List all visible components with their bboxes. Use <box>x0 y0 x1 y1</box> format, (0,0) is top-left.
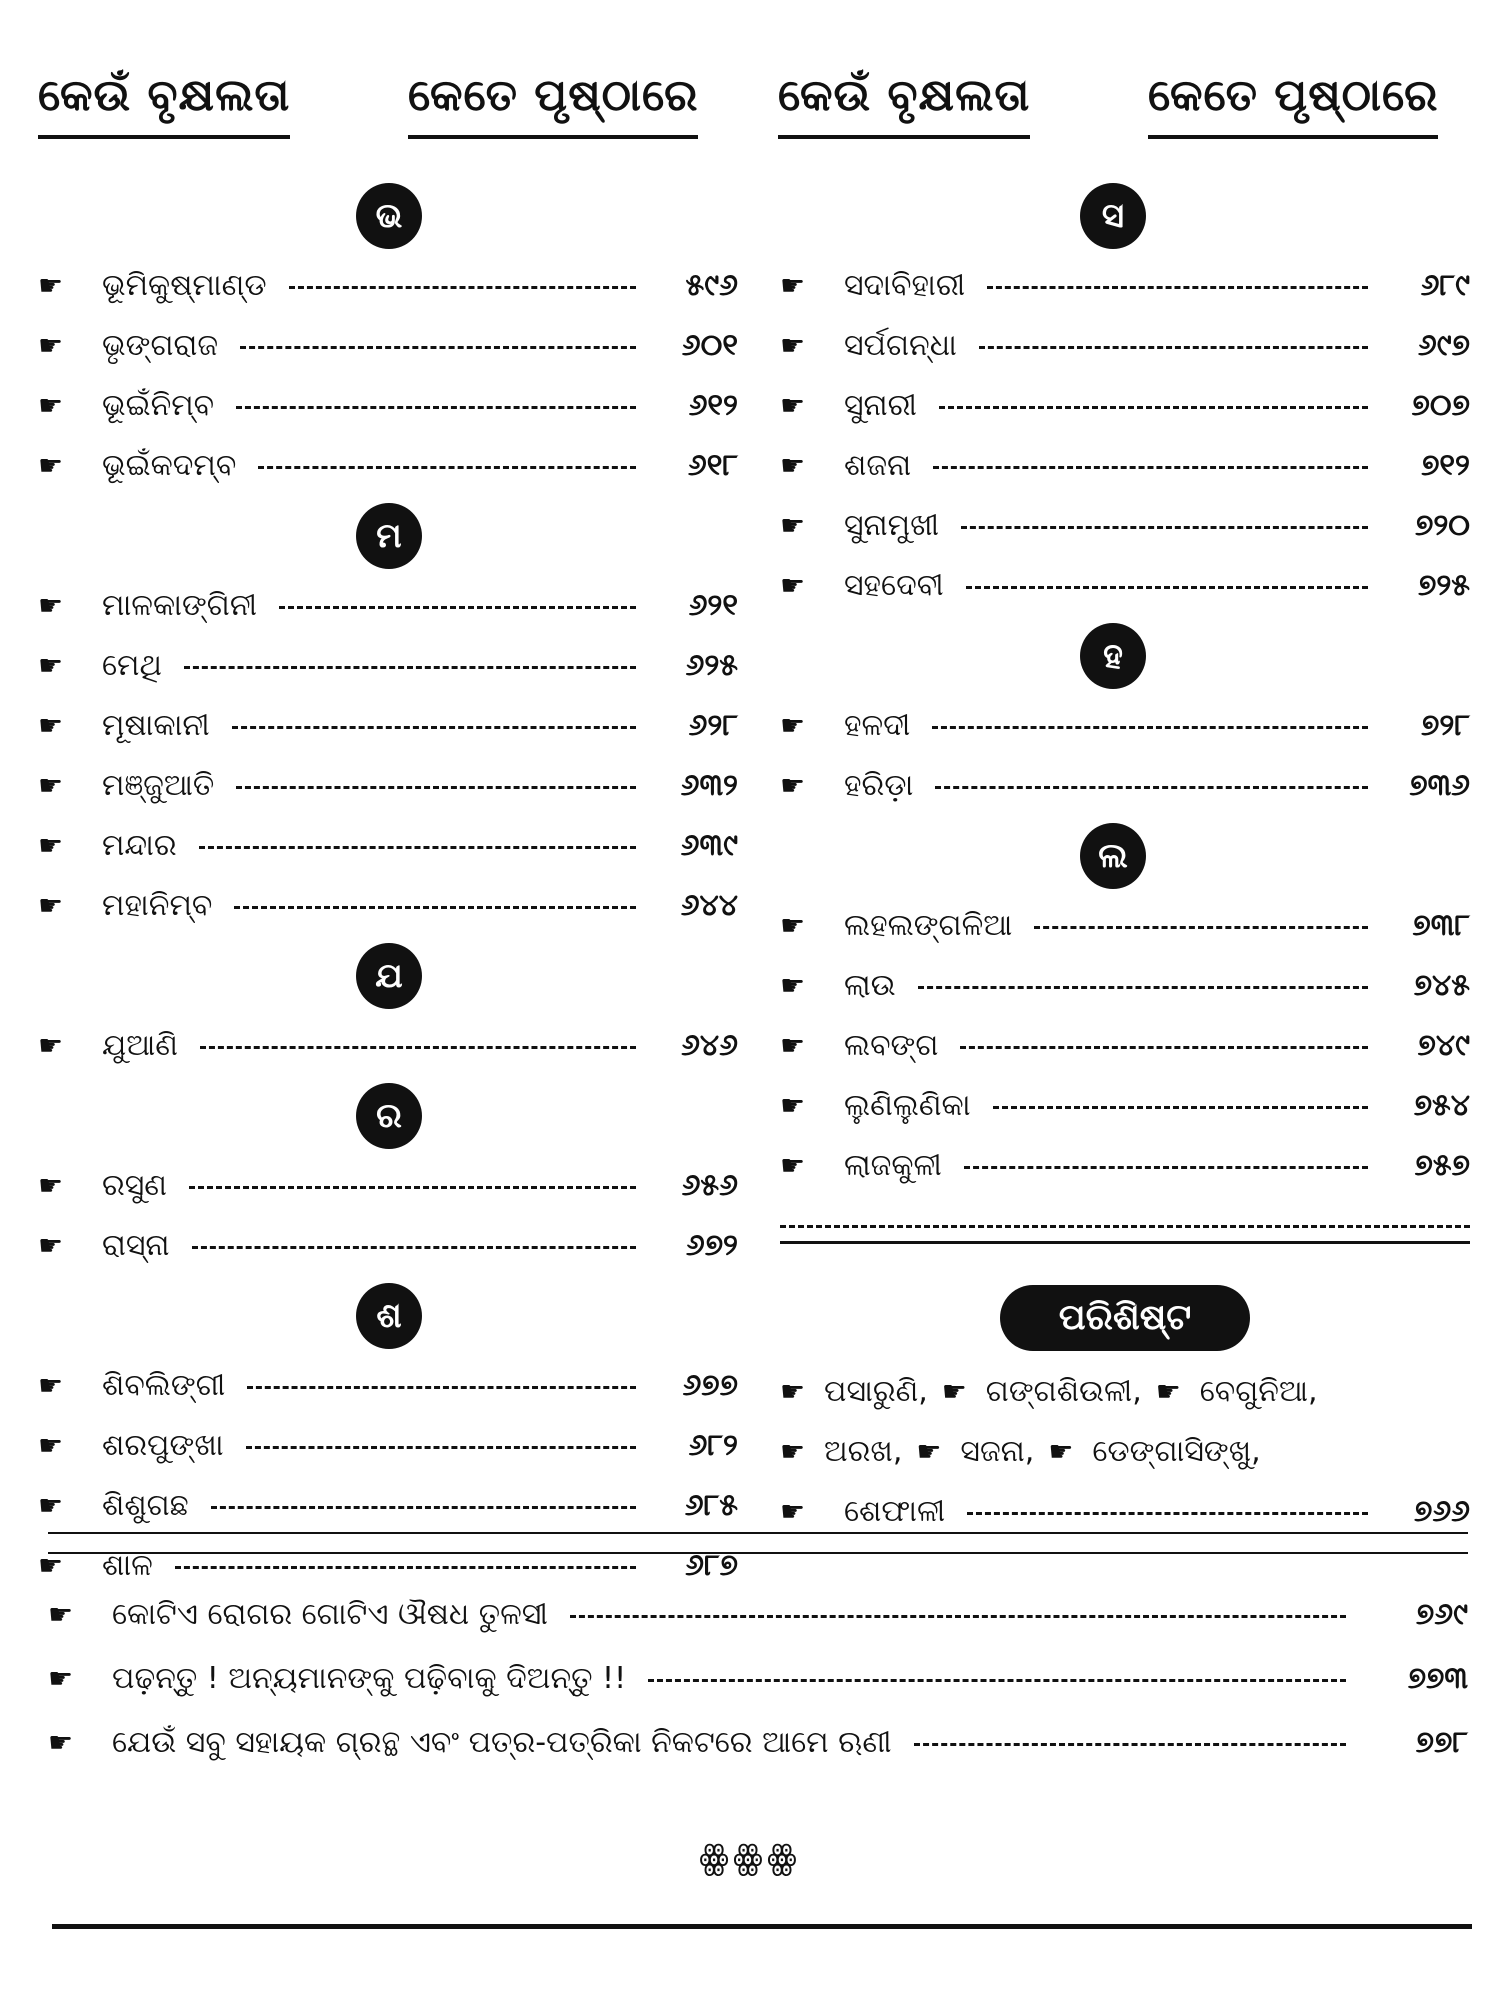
section-letter-badge: ସ <box>1080 183 1146 249</box>
entry-page: ୭୨୮ <box>1421 707 1470 743</box>
index-entry[interactable] <box>780 695 1470 755</box>
entry-page: ୭୨୦ <box>1414 507 1470 543</box>
entry-name: ଲହଲଙ୍ଗଳିଆ <box>844 907 1013 943</box>
index-entry[interactable] <box>38 255 738 315</box>
entry-name: ଯେଉଁ ସବୁ ସହାୟକ ଗ୍ରନ୍ଥ ଏବଂ ପତ୍ର-ପତ୍ରିକା ନିକଟରେ ଆମେ ଋଣୀ <box>112 1724 892 1760</box>
entry-name: ଶେଫାଳୀ <box>844 1493 946 1529</box>
bottom-rule-bottom <box>48 1552 1468 1554</box>
header-underline <box>1148 135 1438 139</box>
index-entry[interactable] <box>780 435 1470 495</box>
entry-name: ମେଥି <box>102 647 162 683</box>
appendix-item[interactable] <box>1156 1374 1318 1409</box>
leader-dots <box>570 1615 1346 1618</box>
pointing-hand-icon: ☛ <box>780 1028 806 1062</box>
index-entry[interactable] <box>780 495 1470 555</box>
entry-name: ଲୁଣିଲୁଣିକା <box>844 1087 971 1123</box>
entry-name: ଲାଉ <box>844 967 896 1003</box>
pointing-hand-icon: ☛ <box>941 1374 967 1408</box>
leader-dots <box>961 526 1368 529</box>
index-entry[interactable] <box>38 1475 738 1535</box>
index-entry[interactable] <box>38 575 738 635</box>
entry-name: ରାସ୍ନା <box>102 1227 170 1263</box>
section-letter-badge: ର <box>356 1083 422 1149</box>
leader-dots <box>966 586 1368 589</box>
appendix-separator <box>780 1215 1470 1259</box>
leader-dots <box>289 286 636 289</box>
leader-dots <box>960 1046 1368 1049</box>
entry-page: ୫୯୬ <box>685 267 738 303</box>
entry-name: ମଞ୍ଜୁଆତି <box>102 767 215 803</box>
section-letter-wrap <box>780 183 1470 251</box>
leader-dots <box>964 1166 1368 1169</box>
pointing-hand-icon: ☛ <box>38 1548 64 1582</box>
entry-name: ସୁନାରୀ <box>844 387 917 423</box>
section-letter-badge: ଲ <box>1080 823 1146 889</box>
leader-dots <box>987 286 1368 289</box>
entry-page: ୬୮୯ <box>1420 267 1470 303</box>
entry-page: ୭୧୨ <box>1421 447 1470 483</box>
pointing-hand-icon: ☛ <box>780 1434 806 1468</box>
entry-page: ୬୦୧ <box>681 327 738 363</box>
index-entry[interactable] <box>780 1135 1470 1195</box>
section-letter-wrap <box>38 183 738 251</box>
section-letter-badge: ଯ <box>356 943 422 1009</box>
pointing-hand-icon: ☛ <box>38 1228 64 1262</box>
section-letter-wrap <box>38 503 738 571</box>
entry-name: ମୂଷାକାନୀ <box>102 707 210 743</box>
entry-name: କୋଟିଏ ରୋଗର ଗୋଟିଏ ଔଷଧ ତୁଳସୀ <box>112 1596 548 1632</box>
entry-name: ଶଜନା <box>844 447 912 483</box>
index-entry[interactable] <box>780 1075 1470 1135</box>
entry-name: ଲାଜକୁଳୀ <box>844 1147 942 1183</box>
entry-page: ୬୪୪ <box>680 887 738 923</box>
leader-dots <box>914 1743 1346 1746</box>
entry-page: ୭୬୬ <box>1413 1493 1470 1529</box>
index-entry[interactable] <box>38 315 738 375</box>
entry-name: ମନ୍ଦାର <box>102 827 177 863</box>
index-entry[interactable] <box>38 375 738 435</box>
right-column <box>780 175 1470 1541</box>
leader-dots <box>279 606 636 609</box>
pointing-hand-icon: ☛ <box>780 1374 806 1408</box>
pointing-hand-icon: ☛ <box>38 768 64 802</box>
entry-name: ସହଦେବୀ <box>844 567 944 603</box>
pointing-hand-icon: ☛ <box>38 1368 64 1402</box>
entry-page: ୭୩୬ <box>1409 767 1470 803</box>
entry-page: ୬୯୭ <box>1417 327 1470 363</box>
entry-name: ପଢ଼ନ୍ତୁ ! ଅନ୍ୟମାନଙ୍କୁ ପଢ଼ିବାକୁ ଦିଅନ୍ତୁ !! <box>112 1660 627 1696</box>
entry-name: ଭୂଇଁକଦମ୍ବ <box>102 447 237 483</box>
final-rule <box>52 1924 1472 1929</box>
appendix-item-name: ଗଙ୍ଗଶିଉଳୀ, <box>985 1373 1142 1409</box>
leader-dots <box>939 406 1368 409</box>
pointing-hand-icon: ☛ <box>780 328 806 362</box>
appendix-line-2 <box>780 1421 1470 1481</box>
appendix-line-1 <box>780 1361 1470 1421</box>
leader-dots <box>932 726 1368 729</box>
entry-name: ଶରପୁଙ୍ଖା <box>102 1427 224 1463</box>
pointing-hand-icon: ☛ <box>780 388 806 422</box>
pointing-hand-icon: ☛ <box>780 1494 806 1528</box>
bottom-list <box>48 1582 1468 1774</box>
index-entry[interactable] <box>38 635 738 695</box>
pointing-hand-icon: ☛ <box>38 268 64 302</box>
section-letter-wrap <box>38 1283 738 1351</box>
pointing-hand-icon: ☛ <box>780 568 806 602</box>
section-letter-badge: ଶ <box>356 1283 422 1349</box>
leader-dots <box>236 406 636 409</box>
entry-name: ଭୂଇଁନିମ୍ବ <box>102 387 215 423</box>
bottom-rule-top <box>48 1532 1468 1534</box>
entry-name: ସୁନାମୁଖୀ <box>844 507 940 543</box>
appendix-item[interactable] <box>942 1374 1142 1409</box>
header-text: କେଉଁ ବୃକ୍ଷଲତା <box>38 70 291 121</box>
index-entry[interactable] <box>38 1415 738 1475</box>
pointing-hand-icon: ☛ <box>38 1168 64 1202</box>
index-entry[interactable] <box>38 1015 738 1075</box>
appendix-item-name: ବେଗୁନିଆ, <box>1199 1373 1318 1409</box>
appendix-item-name: ଡେଙ୍ଗାସିଙ୍ଖୁ, <box>1092 1433 1261 1469</box>
index-entry[interactable] <box>780 895 1470 955</box>
pointing-hand-icon: ☛ <box>38 708 64 742</box>
leader-dots <box>258 466 636 469</box>
pointing-hand-icon: ☛ <box>38 388 64 422</box>
leader-dots <box>199 846 636 849</box>
pointing-hand-icon: ☛ <box>780 268 806 302</box>
leader-dots <box>246 1446 636 1449</box>
pointing-hand-icon: ☛ <box>38 1488 64 1522</box>
header-underline <box>778 135 1030 139</box>
index-entry[interactable] <box>780 315 1470 375</box>
entry-page: ୬୪୬ <box>681 1027 738 1063</box>
entry-page: ୭୭୮ <box>1415 1724 1468 1760</box>
entry-name: ଶିଶୁଗଛ <box>102 1487 189 1523</box>
entry-page: ୭୫୪ <box>1413 1087 1470 1123</box>
leader-dots <box>1034 926 1368 929</box>
index-entry[interactable] <box>38 1355 738 1415</box>
entry-page: ୭୨୫ <box>1417 567 1470 603</box>
header-plant-left <box>38 70 290 121</box>
pointing-hand-icon: ☛ <box>38 828 64 862</box>
entry-page: ୬୭୭ <box>682 1367 738 1403</box>
leader-dots <box>918 986 1368 989</box>
index-entry[interactable] <box>780 1015 1470 1075</box>
entry-page: ୭୦୭ <box>1411 387 1470 423</box>
section-letter-wrap <box>780 623 1470 691</box>
header-underline <box>408 135 698 139</box>
index-entry[interactable] <box>780 555 1470 615</box>
appendix-item-name: ସଜନା, <box>960 1433 1035 1469</box>
appendix-item-name: ପସାରୁଣି, <box>824 1373 928 1409</box>
pointing-hand-icon: ☛ <box>780 708 806 742</box>
entry-page: ୬୫୬ <box>681 1167 738 1203</box>
leader-dots <box>211 1506 636 1509</box>
pointing-hand-icon: ☛ <box>780 768 806 802</box>
entry-page: ୬୧୨ <box>688 387 738 423</box>
pointing-hand-icon: ☛ <box>48 1597 74 1631</box>
section-letter-wrap <box>38 1083 738 1151</box>
entry-name: ମାଳକାଙ୍ଗିନୀ <box>102 587 258 623</box>
entry-page: ୬୮୫ <box>684 1487 738 1523</box>
leader-dots <box>993 1106 1368 1109</box>
pointing-hand-icon: ☛ <box>38 1028 64 1062</box>
index-entry[interactable] <box>38 755 738 815</box>
left-column <box>38 175 738 1595</box>
leader-dots <box>933 466 1368 469</box>
entry-name: ମହାନିମ୍ବ <box>102 887 213 923</box>
section-letter-badge: ମ <box>356 503 422 569</box>
leader-dots <box>192 1246 636 1249</box>
entry-page: ୬୧୮ <box>687 447 738 483</box>
leader-dots <box>189 1186 636 1189</box>
index-entry[interactable] <box>780 375 1470 435</box>
header-plant-right <box>778 70 1030 121</box>
pointing-hand-icon: ☛ <box>38 448 64 482</box>
pointing-hand-icon: ☛ <box>780 1148 806 1182</box>
pointing-hand-icon: ☛ <box>1155 1374 1181 1408</box>
entry-page: ୬୩୯ <box>680 827 738 863</box>
pointing-hand-icon: ☛ <box>1048 1434 1074 1468</box>
index-entry[interactable] <box>48 1646 1468 1710</box>
leader-dots <box>234 906 636 909</box>
entry-name: ଶାଳ <box>102 1547 153 1583</box>
entry-page: ୭୬୯ <box>1415 1596 1468 1632</box>
entry-page: ୬୨୧ <box>688 587 738 623</box>
leader-dots <box>200 1046 636 1049</box>
appendix-item[interactable] <box>780 1434 902 1469</box>
index-entry[interactable] <box>38 695 738 755</box>
index-entry[interactable] <box>780 755 1470 815</box>
section-letter-wrap <box>38 943 738 1011</box>
entry-page: ୬୮୭ <box>685 1547 738 1583</box>
pointing-hand-icon: ☛ <box>38 888 64 922</box>
section-letter-badge: ହ <box>1080 623 1146 689</box>
entry-name: ରସୁଣ <box>102 1167 167 1203</box>
leader-dots <box>175 1566 636 1569</box>
section-letter-badge: ଭ <box>356 183 422 249</box>
header-text: କେତେ ପୃଷ୍ଠାରେ <box>1148 70 1439 121</box>
entry-page: ୭୪୫ <box>1413 967 1470 1003</box>
appendix-title: ପରିଶିଷ୍ଟ <box>1000 1285 1250 1351</box>
pointing-hand-icon: ☛ <box>48 1725 74 1759</box>
leader-dots <box>979 346 1368 349</box>
header-page-left <box>408 70 698 121</box>
appendix-item[interactable] <box>780 1374 928 1409</box>
right-sections <box>780 183 1470 1195</box>
pointing-hand-icon: ☛ <box>48 1661 74 1695</box>
pointing-hand-icon: ☛ <box>38 648 64 682</box>
index-entry[interactable] <box>38 1155 738 1215</box>
entry-page: ୬୨୮ <box>688 707 738 743</box>
index-entry[interactable] <box>780 255 1470 315</box>
appendix-item[interactable] <box>916 1434 1034 1469</box>
header-text: କେଉଁ ବୃକ୍ଷଲତା <box>778 70 1031 121</box>
entry-name: ଲବଙ୍ଗ <box>844 1027 939 1063</box>
header-page-right <box>1148 70 1438 121</box>
index-entry[interactable] <box>48 1582 1468 1646</box>
index-entry[interactable] <box>780 955 1470 1015</box>
pointing-hand-icon: ☛ <box>780 508 806 542</box>
appendix-item-name: ଅରଖ, <box>824 1433 903 1469</box>
leader-dots <box>967 1512 1368 1515</box>
leader-dots <box>247 1386 636 1389</box>
pointing-hand-icon: ☛ <box>780 1088 806 1122</box>
entry-page: ୭୩୮ <box>1412 907 1470 943</box>
entry-name: ଯୁଆଣି <box>102 1027 178 1063</box>
pointing-hand-icon: ☛ <box>780 968 806 1002</box>
leader-dots <box>648 1679 1346 1682</box>
ornament-divider: ꙮꙮꙮ <box>699 1838 801 1878</box>
pointing-hand-icon: ☛ <box>38 328 64 362</box>
entry-page: ୭୫୭ <box>1414 1147 1470 1183</box>
section-letter-wrap <box>780 823 1470 891</box>
leader-dots <box>240 346 636 349</box>
header-row <box>38 70 1468 150</box>
entry-name: ହଳଦୀ <box>844 707 911 743</box>
leader-dots <box>184 666 636 669</box>
entry-name: ଭୃଙ୍ଗରାଜ <box>102 327 219 363</box>
index-entry[interactable] <box>38 815 738 875</box>
index-entry[interactable] <box>38 435 738 495</box>
entry-page: ୭୪୯ <box>1417 1027 1470 1063</box>
pointing-hand-icon: ☛ <box>780 908 806 942</box>
index-entry[interactable] <box>48 1710 1468 1774</box>
leader-dots <box>236 786 636 789</box>
pointing-hand-icon: ☛ <box>38 588 64 622</box>
entry-page: ୬୩୨ <box>680 767 738 803</box>
index-entry[interactable] <box>38 1215 738 1275</box>
entry-page: ୭୭୩ <box>1407 1660 1468 1696</box>
leader-dots <box>935 786 1368 789</box>
header-underline <box>38 135 290 139</box>
pointing-hand-icon: ☛ <box>916 1434 942 1468</box>
entry-page: ୬୭୨ <box>685 1227 738 1263</box>
entry-name: ସଦାବିହାରୀ <box>844 267 966 303</box>
entry-page: ୬୮୨ <box>688 1427 738 1463</box>
entry-name: ଭୂମିକୁଷ୍ମାଣ୍ଡ <box>102 267 267 303</box>
entry-name: ଶିବଲିଙ୍ଗୀ <box>102 1367 226 1403</box>
entry-name: ସର୍ପଗନ୍ଧା <box>844 327 957 363</box>
pointing-hand-icon: ☛ <box>38 1428 64 1462</box>
index-entry[interactable] <box>38 875 738 935</box>
pointing-hand-icon: ☛ <box>780 448 806 482</box>
appendix-item[interactable] <box>1048 1434 1260 1469</box>
header-text: କେତେ ପୃଷ୍ଠାରେ <box>408 70 699 121</box>
entry-page: ୬୨୫ <box>685 647 738 683</box>
entry-name: ହରିଡ଼ା <box>844 767 914 803</box>
leader-dots <box>232 726 636 729</box>
